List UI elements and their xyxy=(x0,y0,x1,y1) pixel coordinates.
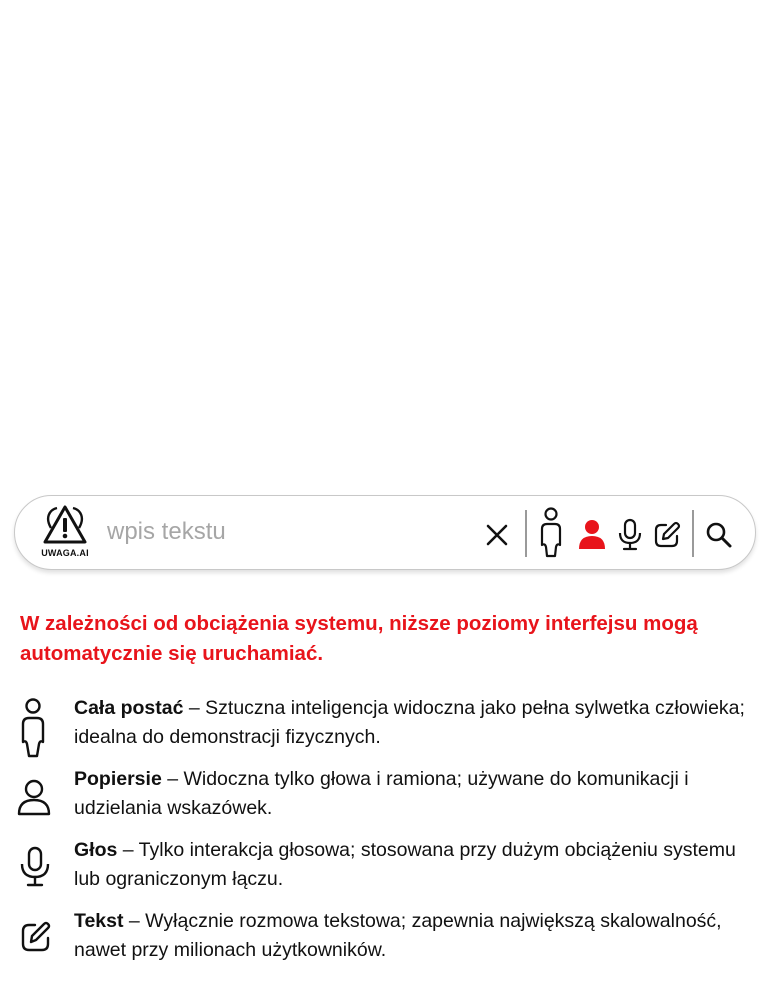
mode-description: – Sztuczna inteligencja widoczna jako pełna sylwetka człowieka; idealna do demonstracji fizycznych. xyxy=(74,697,745,748)
bust-mode-button[interactable] xyxy=(577,519,607,556)
load-notice: W zależności od obciążenia systemu, niższe poziomy interfejsu mogą automatycznie się uruchamiać. xyxy=(20,612,698,665)
mode-description: – Tylko interakcja głosowa; stosowana przy dużym obciążeniu systemu lub ograniczonym łączu. xyxy=(74,839,736,890)
divider xyxy=(525,510,527,557)
full-figure-icon xyxy=(18,698,48,765)
voice-mode-button[interactable] xyxy=(617,518,643,557)
edit-icon xyxy=(20,921,52,958)
edit-icon xyxy=(653,521,681,549)
mode-name: Głos xyxy=(74,839,118,861)
mode-description: – Widoczna tylko głowa i ramiona; używane do komunikacji i udzielania wskazówek. xyxy=(74,768,689,819)
uwaga-ai-logo xyxy=(37,504,93,562)
search-bar xyxy=(14,495,756,570)
search-button[interactable] xyxy=(705,521,733,554)
logo-text: UWAGA.AI xyxy=(41,548,89,558)
full-figure-icon xyxy=(537,507,565,559)
clear-button[interactable] xyxy=(485,523,509,552)
divider xyxy=(692,510,694,557)
mode-name: Popiersie xyxy=(74,768,162,790)
close-icon xyxy=(485,523,509,547)
mode-name: Cała postać xyxy=(74,697,184,719)
search-icon xyxy=(705,521,733,549)
mode-name: Tekst xyxy=(74,910,124,932)
bust-icon xyxy=(16,779,52,822)
bust-icon xyxy=(577,519,607,551)
text-mode-button[interactable] xyxy=(653,521,681,554)
search-input[interactable] xyxy=(107,514,467,550)
mode-description: – Wyłącznie rozmowa tekstowa; zapewnia największą skalowalność, nawet przy milionach użytkowników. xyxy=(74,910,722,961)
warning-triangle-logo-icon xyxy=(43,504,87,548)
microphone-icon xyxy=(19,846,51,893)
full-figure-mode-button[interactable] xyxy=(537,507,565,564)
microphone-icon xyxy=(617,518,643,552)
